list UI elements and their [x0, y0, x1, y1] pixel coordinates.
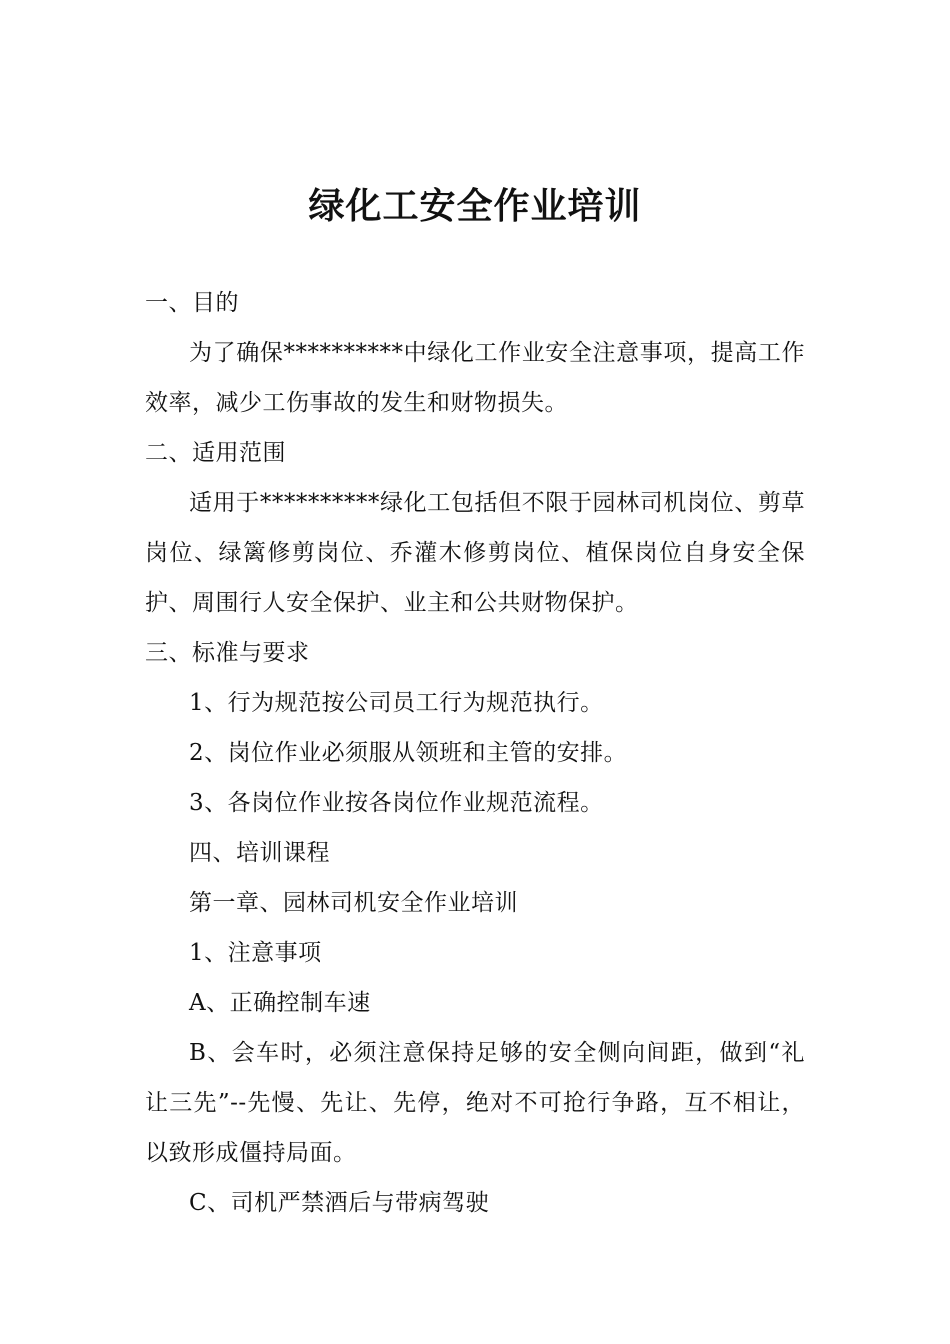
list-item-a: A、正确控制车速 [189, 990, 371, 1016]
subheading-notes: 1、注意事项 [189, 940, 322, 966]
section-heading-scope: 二、适用范围 [145, 440, 286, 466]
section-heading-standards: 三、标准与要求 [145, 640, 310, 666]
list-item-b: B、会车时，必须注意保持足够的安全侧向间距，做到“礼让三先”--先慢、先让、先停，绝对不可抢行争路，互不相让，以致形成僵持局面。 [145, 1040, 805, 1166]
list-item-standard-3: 3、各岗位作业按各岗位作业规范流程。 [189, 790, 604, 816]
list-item-standard-1: 1、行为规范按公司员工行为规范执行。 [189, 690, 604, 716]
document-title: 绿化工安全作业培训 [308, 186, 642, 227]
list-item-c: C、司机严禁酒后与带病驾驶 [189, 1190, 490, 1216]
paragraph-scope: 适用于**********绿化工包括但不限于园林司机岗位、剪草岗位、绿篱修剪岗位、乔灌木修剪岗位、植保岗位自身安全保护、周围行人安全保护、业主和公共财物保护。 [145, 490, 805, 616]
paragraph-purpose: 为了确保**********中绿化工作业安全注意事项，提高工作效率，减少工伤事故的发生和财物损失。 [145, 340, 805, 416]
list-item-standard-2: 2、岗位作业必须服从领班和主管的安排。 [189, 740, 628, 766]
section-heading-purpose: 一、目的 [145, 290, 239, 316]
document-body [145, 278, 805, 1228]
chapter-heading-1: 第一章、园林司机安全作业培训 [189, 890, 518, 916]
section-heading-courses: 四、培训课程 [189, 840, 330, 866]
